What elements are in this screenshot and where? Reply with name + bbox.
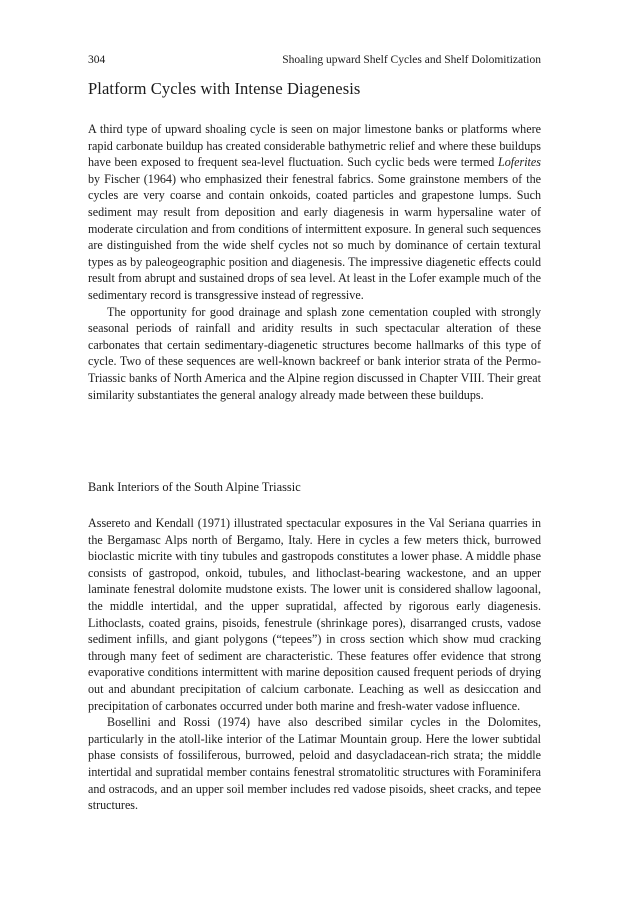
section-body: [88, 121, 541, 403]
paragraph-text: by Fischer (1964) who emphasized their fenestral fabrics. Some grainstone members of the cycles are very coarse and contain onkoids, coated particles and grapestone lumps. Such sediment may result from deposition and early diagenesis in warm hypersaline water of moderate circulation and from conditions of intermittent exposure. In general such sequences are distinguished from the wide shelf cycles not so much by dominance of certain textural types as by paleogeographic position and diagenesis. The impressive diagenetic effects could result from abrupt and sustained drops of sea level. At least in the Lofer example much of the sedimentary record is transgressive instead of regressive.: [88, 171, 541, 302]
section-title: Platform Cycles with Intense Diagenesis: [88, 79, 361, 98]
paragraph: The opportunity for good drainage and splash zone cementation coupled with strongly seasonal periods of rainfall and aridity results in such spectacular alteration of these carbonates that certain sedimentary-diagenetic structures become hallmarks of this type of cycle. Two of these sequences are well-known backreef or bank interior strata of the Permo-Triassic banks of North America and the Alpine region discussed in Chapter VIII. Their great similarity substantiates the general analogy already made between these buildups.: [88, 304, 541, 402]
running-title: Shoaling upward Shelf Cycles and Shelf Dolomitization: [282, 54, 541, 66]
paragraph: Assereto and Kendall (1971) illustrated spectacular exposures in the Val Seriana quarries in the Bergamasc Alps north of Bergamo, Italy. Here in cycles a few meters thick, burrowed bioclastic micrite with tiny tubules and gastropods constitutes a lower phase. A middle phase consists of gastropod, onkoid, tubules, and lithoclast-bearing wackestone, and an upper laminate fenestral dolomite mudstone exists. The lower unit is considered shallow lagoonal, the middle intertidal, and the upper supratidal, affected by rigorous early diagenesis. Lithoclasts, coated grains, pisoids, fenestrule (shrinkage pores), disarranged crusts, vadose sediment infills, and giant polygons (“tepees”) in cross section which show mud cracking through many feet of sediment are characteristic. These features offer evidence that strong evaporative conditions intermittent with marine deposition caused frequent periods of drying out and abundant precipitation of calcium carbonate. Leaching as well as desiccation and precipitation of carbonates occurred under both marine and fresh-water vadose influence.: [88, 516, 541, 713]
italic-term: Loferites: [497, 155, 541, 170]
subsection-body: [88, 515, 541, 814]
running-head: [88, 52, 541, 68]
page-number: 304: [88, 54, 106, 66]
paragraph: Bosellini and Rossi (1974) have also described similar cycles in the Dolomites, particularly in the atoll-like interior of the Latimar Mountain group. Here the lower subtidal phase consists of fossiliferous, burrowed, peloid and dasycladacean-rich strata; the middle intertidal and supratidal member contains fenestral stromatolitic structures with Foraminifera and ostracods, and an upper soil member includes red vadose pisoids, sheet cracks, and tepee structures.: [88, 715, 541, 813]
subsection-title: Bank Interiors of the South Alpine Triassic: [88, 480, 301, 494]
paragraph: [88, 121, 541, 304]
paragraph-text: A third type of upward shoaling cycle is seen on major limestone banks or platforms where rapid carbonate buildup has created considerable bathymetric relief and where these buildups have been exposed to frequent sea-level fluctuation. Such cyclic beds were termed: [88, 122, 541, 170]
